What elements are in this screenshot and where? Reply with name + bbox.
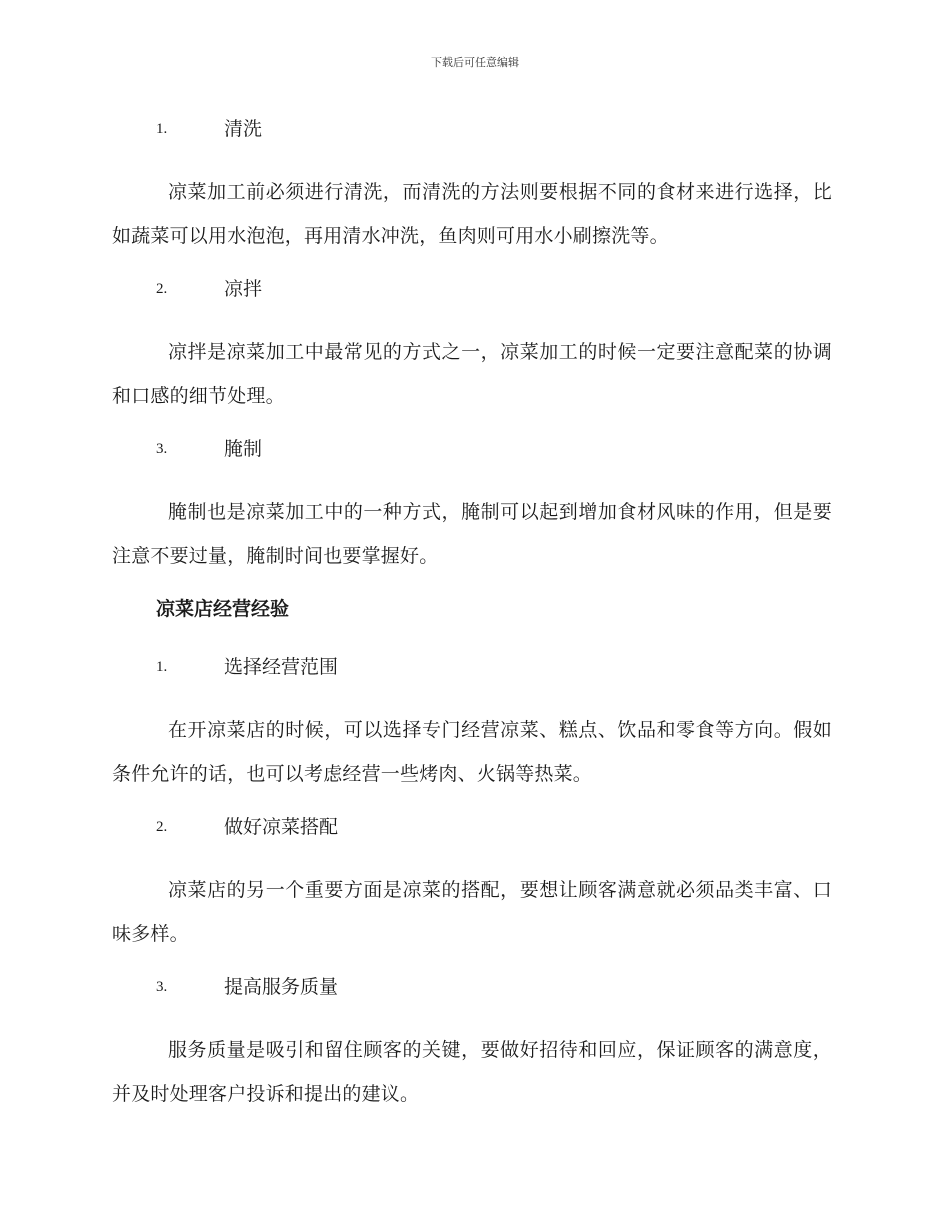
list-title: 选择经营范围 xyxy=(224,656,339,678)
list-title: 清洗 xyxy=(224,118,263,140)
list-number: 2. xyxy=(156,819,168,835)
header-note: 下载后可任意编辑 xyxy=(431,56,519,69)
list-item-heading xyxy=(112,272,832,306)
paragraph: 凉菜店的另一个重要方面是凉菜的搭配，要想让顾客满意就必须品类丰富、口味多样。 xyxy=(112,879,832,945)
paragraph: 服务质量是吸引和留住顾客的关键，要做好招待和回应，保证顾客的满意度，并及时处理客户投诉和提出的建议。 xyxy=(112,1039,832,1105)
list-item-heading xyxy=(112,432,832,466)
list-item-heading xyxy=(112,112,832,146)
list-number: 1. xyxy=(156,121,168,137)
list-number: 3. xyxy=(156,441,168,457)
list-title: 凉拌 xyxy=(224,278,263,300)
list-title: 提高服务质量 xyxy=(224,976,339,998)
document-content xyxy=(112,112,832,1130)
list-item-heading xyxy=(112,810,832,844)
paragraph: 凉拌是凉菜加工中最常见的方式之一，凉菜加工的时候一定要注意配菜的协调和口感的细节处理。 xyxy=(112,341,832,407)
paragraph: 腌制也是凉菜加工中的一种方式，腌制可以起到增加食材风味的作用，但是要注意不要过量，腌制时间也要掌握好。 xyxy=(112,501,832,567)
list-item-heading xyxy=(112,970,832,1004)
list-title: 做好凉菜搭配 xyxy=(224,816,339,838)
list-number: 2. xyxy=(156,281,168,297)
list-number: 1. xyxy=(156,659,168,675)
section-heading: 凉菜店经营经验 xyxy=(156,598,290,620)
paragraph: 凉菜加工前必须进行清洗，而清洗的方法则要根据不同的食材来进行选择，比如蔬菜可以用水泡泡，再用清水冲洗，鱼肉则可用水小刷擦洗等。 xyxy=(112,181,832,247)
paragraph: 在开凉菜店的时候，可以选择专门经营凉菜、糕点、饮品和零食等方向。假如条件允许的话，也可以考虑经营一些烤肉、火锅等热菜。 xyxy=(112,719,832,785)
list-number: 3. xyxy=(156,979,168,995)
list-item-heading xyxy=(112,650,832,684)
list-title: 腌制 xyxy=(224,438,263,460)
